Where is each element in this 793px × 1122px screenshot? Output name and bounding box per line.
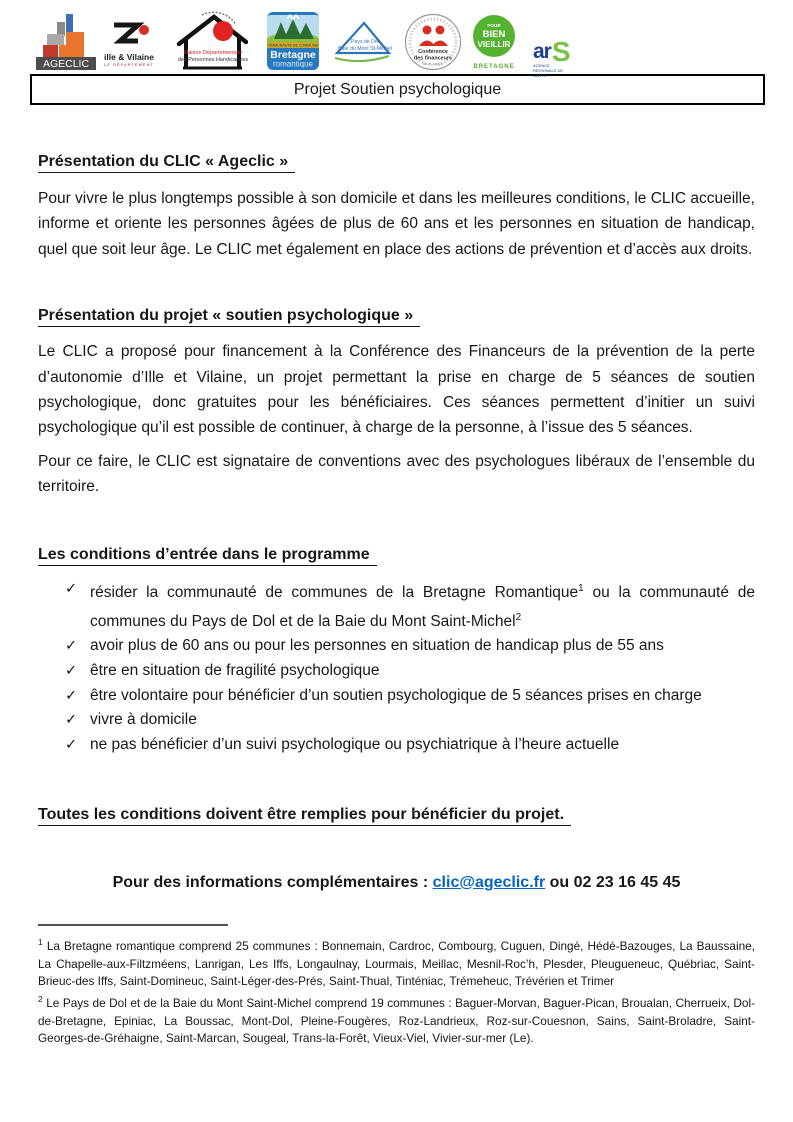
bretagne-romantique-band-text: COMMUNAUTÉ DE COMMUNES [267, 43, 319, 48]
pour-bien-vieillir-icon [471, 14, 517, 58]
checkmark-icon: ✓ [65, 737, 78, 754]
email-link[interactable]: clic@ageclic.fr [432, 873, 546, 891]
bretagne-romantique-line1: Bretagne [270, 49, 316, 61]
document-body [0, 153, 793, 1048]
ars-wordmark-ar: ar [533, 40, 551, 63]
section-heading-conditions: Les conditions d’entrée dans le programme [38, 546, 755, 566]
checkmark-icon: ✓ [65, 638, 78, 655]
bretagne-romantique-icon [267, 12, 319, 70]
conditions-list [65, 577, 755, 758]
ageclic-blocks-icon [36, 12, 96, 70]
mdph-label-line2: des Personnes Handicapées [177, 57, 248, 63]
bien-vieillir-line1: POUR [487, 23, 501, 28]
document-title-box [30, 74, 765, 105]
bien-vieillir-line3: VIEILLIR [477, 40, 511, 49]
footnote-2-marker: 2 [38, 993, 43, 1004]
list-item: ✓ résider la communauté de communes de la Bretagne Romantique$^1$ ou la communauté de communes du Pays de Dol et de la Baie du Mont Saint-Michel$^2$ [65, 577, 755, 635]
bien-vieillir-subtext: BRETAGNE [473, 64, 515, 70]
conference-subtext: Ille-et-Vilaine [422, 62, 444, 66]
bretagne-romantique-line2: romantique [272, 59, 314, 69]
list-item: ✓ avoir plus de 60 ans ou pour les personnes en situation de handicap plus de 55 ans [65, 634, 755, 659]
contact-suffix: ou 02 23 16 45 45 [545, 873, 681, 891]
pays-de-dol-icon [331, 20, 393, 67]
ille-et-vilaine-wordmark: ille & Vilaine [104, 52, 154, 62]
ille-et-vilaine-subtext: LE DÉPARTEMENT [104, 62, 154, 67]
contact-prefix: Pour des informations complémentaires : [112, 873, 433, 891]
checkmark-icon: ✓ [65, 580, 78, 597]
ageclic-wordmark: AGECLIC [42, 58, 90, 70]
ars-subtext: AGENCE RÉGIONALE DE SANTÉ [533, 63, 564, 79]
footnote-2: $^2$ Le Pays de Dol et de la Baie du Mont Saint-Michel comprend 19 communes : Baguer-Morvan, Baguer-Pican, Broualan, Cherrueix, Dol-de-Bretagne, Epiniac, La Boussac, Mont-Dol, Pleine-Fougères, Roz-Landrieux, Roz-sur-Couesnon, Sains, Saint-Broladre, Saint-Georges-de-Gréhaigne, Saint-Marcan, Sougeal, Trans-la-Forêt, Vieux-Viel, Vivier-sur-mer (Le). [38, 993, 755, 1046]
conference-line1: Conférence [418, 49, 448, 55]
contact-line [38, 874, 755, 892]
conference-line2: des financeurs [413, 55, 453, 62]
paragraph-projet-1: Le CLIC a proposé pour financement à la Conférence des Financeurs de la prévention de la perte d’autonomie d’Ille et Vilaine, un projet permettant la prise en charge de 5 séances de soutien psychologique, donc gratuites pour les bénéficiaires. Ces séances permettent d’initier un suivi psychologique qu’il est possible de continuer, à charge de la personne, à l’issue des 5 séances. [38, 343, 755, 437]
pour-bien-vieillir-logo [469, 14, 519, 70]
ageclic-logo [36, 12, 96, 75]
checkmark-icon: ✓ [65, 687, 78, 704]
checkmark-icon: ✓ [65, 712, 78, 729]
pays-de-dol-logo [331, 20, 393, 72]
bien-vieillir-line2: BIEN [482, 29, 506, 40]
document-title: Projet Soutien psychologique [293, 80, 502, 98]
conference-des-financeurs-icon [404, 13, 462, 71]
pays-de-dol-line2: Baie du Mont St-Michel [338, 46, 392, 52]
ille-et-vilaine-icon [100, 22, 158, 46]
paragraph-clic: Pour vivre le plus longtemps possible à son domicile et dans les meilleures conditions, le CLIC accueille, informe et oriente les personnes âgées de plus de 60 ans et les personnes en situation de handicap, quel que soit leur âge. Le CLIC met également en place des actions de prévention et d’accès aux droits. [38, 190, 755, 258]
footnote-1: $^1$ La Bretagne romantique comprend 25 communes : Bonnemain, Cardroc, Combourg, Cuguen, Dingé, Hédé-Bazouges, La Baussaine, La Chapelle-aux-Filtzméens, Lanrigan, Les Iffs, Longaulnay, Lourmais, Meillac, Mesnil-Roc’h, Plesder, Pleugueneuc, Québriac, Saint-Brieuc-des Iffs, Saint-Domineuc, Saint-Léger-des-Prés, Saint-Thual, Tinténiac, Trémeheuc, Trévérien et Trimer [38, 936, 756, 989]
conference-des-financeurs-logo [404, 13, 462, 76]
paragraph-projet-2: Pour ce faire, le CLIC est signataire de conventions avec des psychologues libéraux de l’ensemble du territoire. [38, 452, 755, 496]
list-item: ✓ vivre à domicile [65, 708, 755, 733]
ille-et-vilaine-logo [100, 22, 158, 67]
section-heading-projet: Présentation du projet « soutien psychologique » [38, 307, 755, 327]
ars-logo [533, 36, 585, 79]
mdph-label-line1: Maison Départementale [183, 50, 243, 56]
footnotes-section [38, 924, 755, 1048]
bretagne-romantique-logo [267, 12, 319, 75]
list-item: ✓ être volontaire pour bénéficier d’un soutien psychologique de 5 séances prises en charge [65, 684, 755, 709]
closing-statement: Toutes les conditions doivent être remplies pour bénéficier du projet. [38, 806, 755, 826]
mdph-house-icon [176, 11, 248, 72]
list-item: ✓ ne pas bénéficier d’un suivi psychologique ou psychiatrique à l’heure actuelle [65, 733, 755, 758]
mdph-house-logo [176, 11, 248, 77]
footnote-1-marker: 1 [38, 936, 43, 947]
ars-wordmark-s: S [551, 36, 571, 67]
footnote-ref-2: 2 [515, 611, 522, 623]
section-heading-clic: Présentation du CLIC « Ageclic » [38, 153, 755, 173]
footnote-ref-1: 1 [578, 582, 584, 594]
checkmark-icon: ✓ [65, 663, 78, 680]
list-item: ✓ être en situation de fragilité psychologique [65, 659, 755, 684]
pays-de-dol-line1: Pays de Dol [351, 39, 379, 45]
footnote-separator [38, 924, 228, 926]
logo-bar [0, 0, 793, 79]
